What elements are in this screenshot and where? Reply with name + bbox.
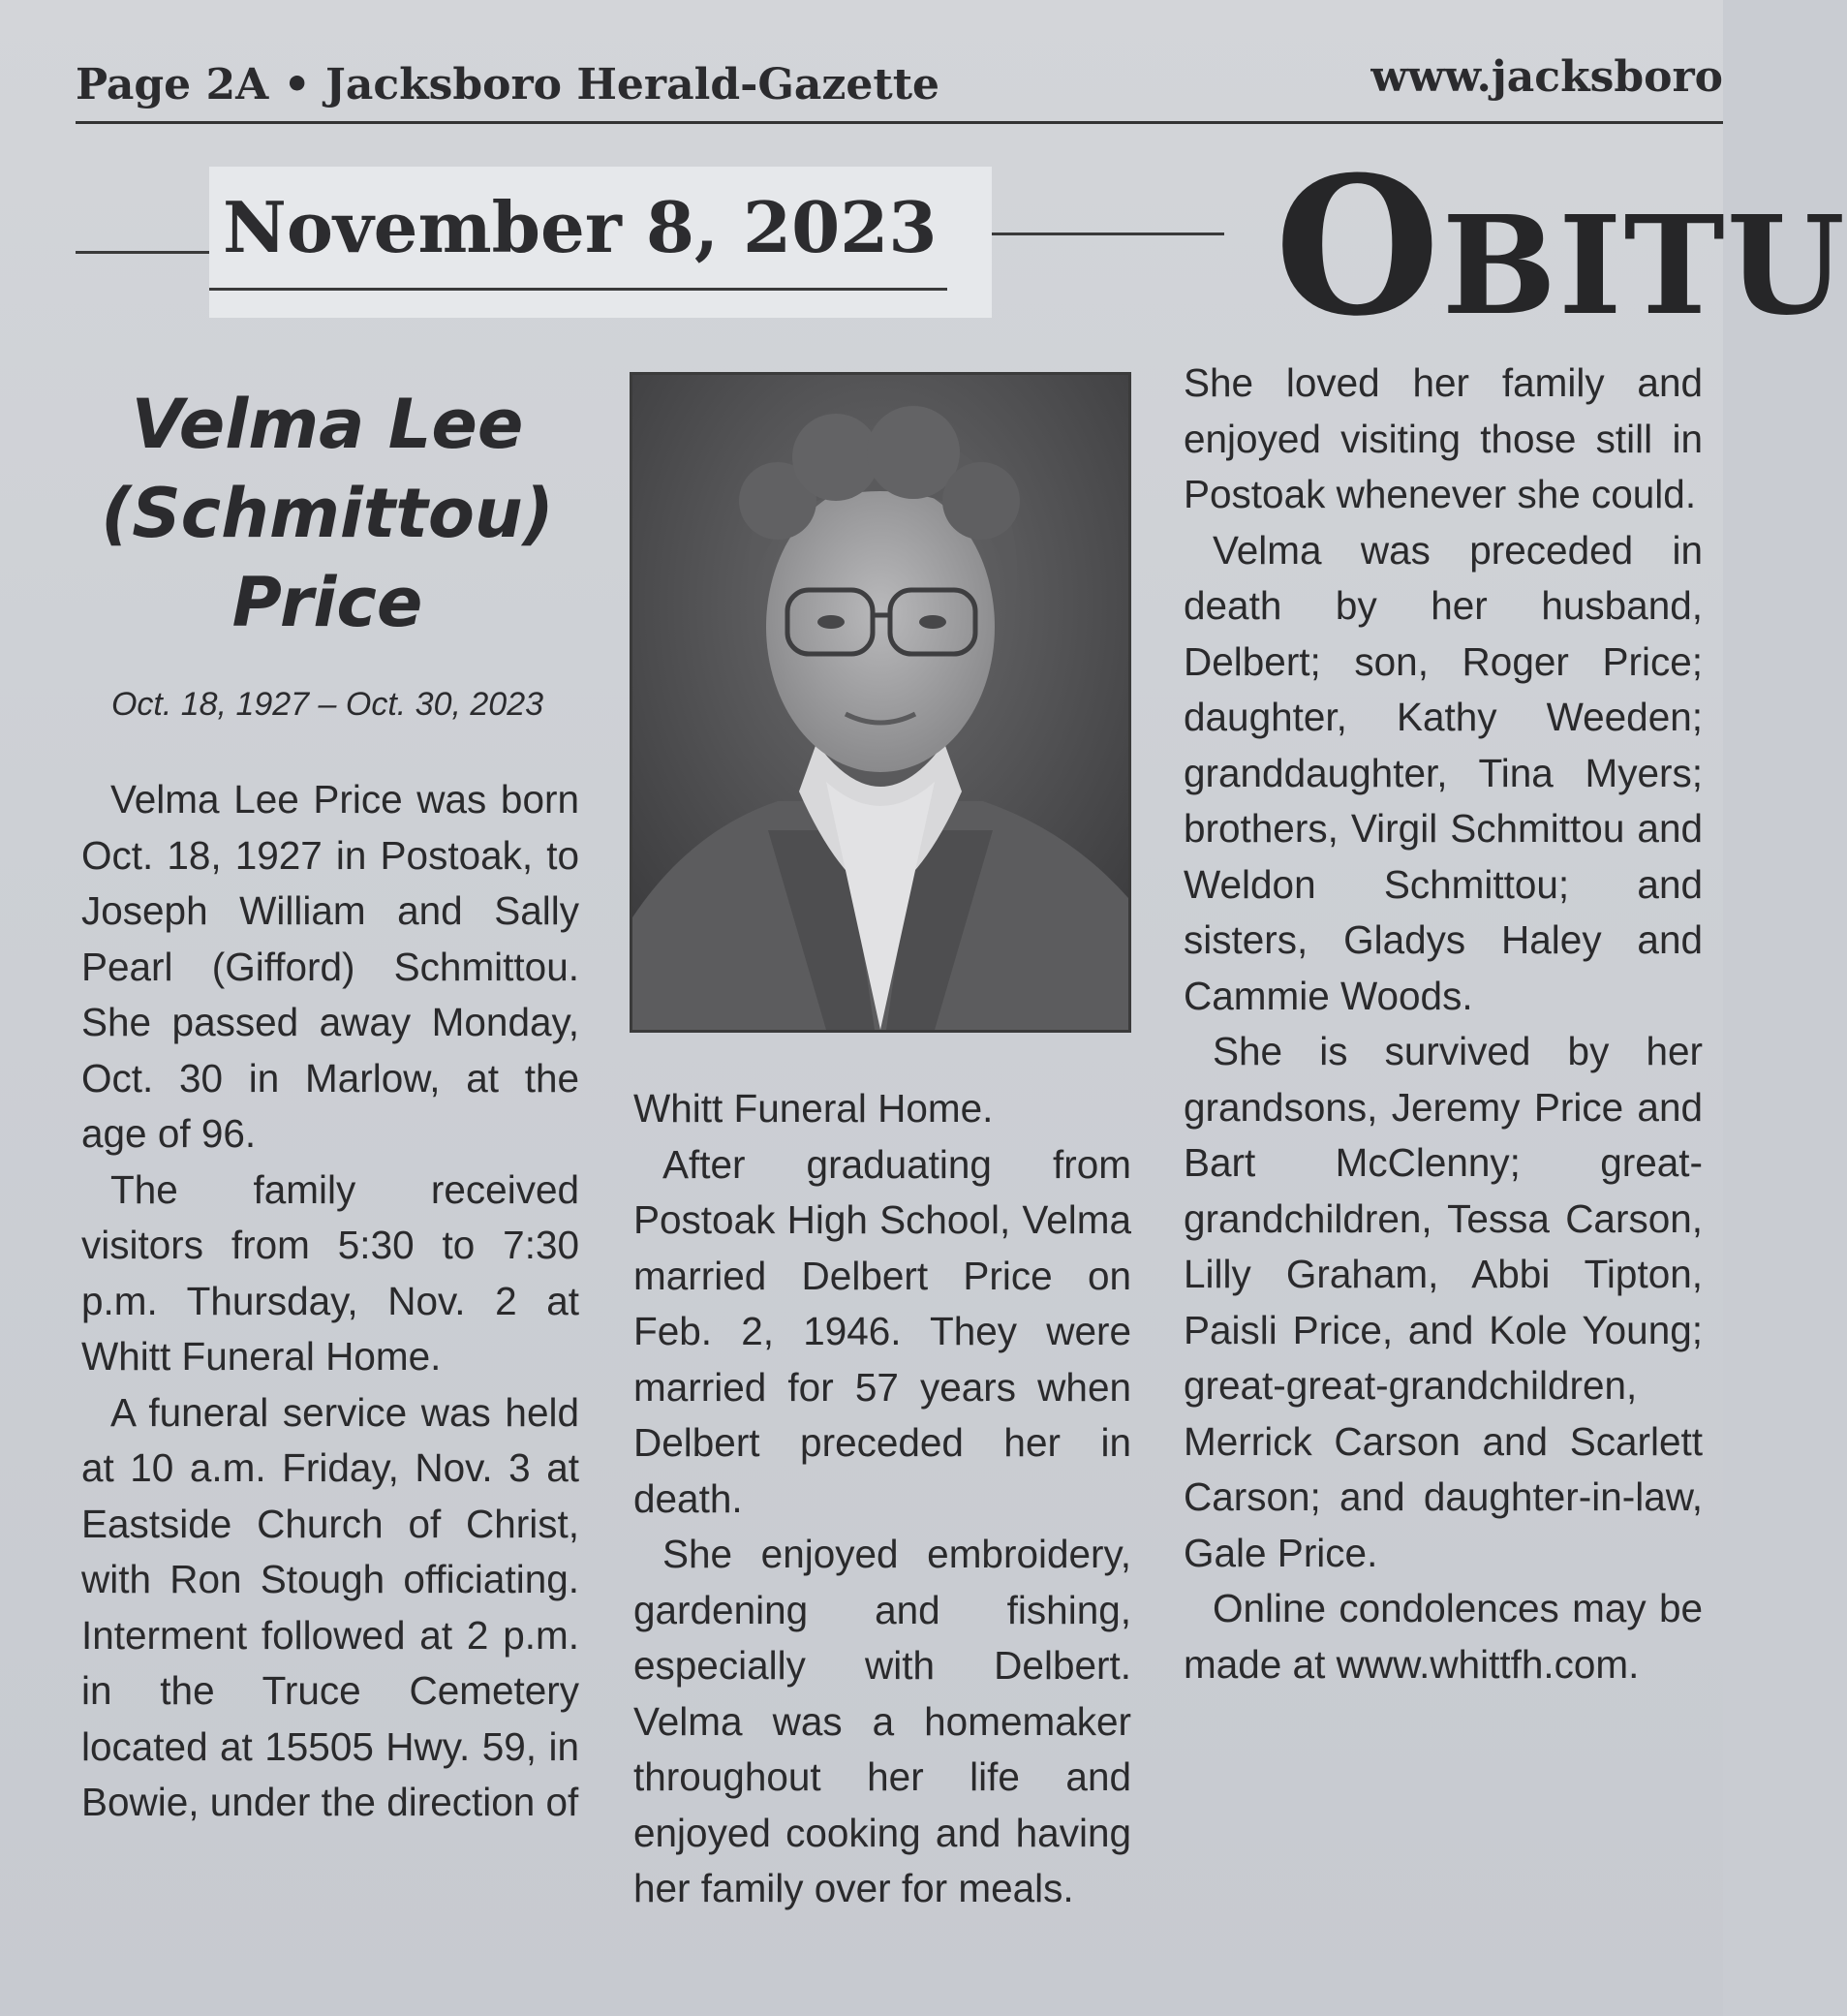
- paragraph: She enjoyed embroidery, gardening and fishing, especially with Delbert. Velma was a homemaker throughout her life and enjoyed cooking and having her family over for meals.: [633, 1532, 1131, 1910]
- masthead-page-label: Page 2A • Jacksboro Herald-Gazette: [76, 60, 940, 109]
- masthead: [76, 52, 1723, 124]
- name-line: Velma Lee: [131, 385, 524, 464]
- rule-mid: [992, 233, 1224, 235]
- name-line: (Schmittou): [101, 474, 554, 553]
- date-underline: [209, 288, 947, 291]
- masthead-website: www.jacksboro: [1370, 52, 1723, 102]
- name-line: Price: [231, 563, 423, 642]
- paragraph: A funeral service was held at 10 a.m. Friday, Nov. 3 at Eastside Church of Christ, with Ron Stough officiating. Interment followed at 2 p.m. in the Truce Cemetery located at 15505 Hwy. 59, in Bowie, under the direction of: [81, 1389, 579, 1824]
- text-column-2: [633, 1081, 1131, 1917]
- paragraph: After graduating from Postoak High School, Velma married Delbert Price on Feb. 2, 1946. They were married for 57 years when Delbert preceded her in death.: [633, 1141, 1131, 1521]
- paragraph: The family received visitors from 5:30 to 7:30 p.m. Thursday, Nov. 2 at Whitt Funeral Home.: [81, 1166, 579, 1379]
- paragraph: Velma was preceded in death by her husband, Delbert; son, Roger Price; daughter, Kathy Weeden; granddaughter, Tina Myers; brothers, Virgil Schmittou and Weldon Schmittou; and sisters, Gladys Haley and Cammie Woods.: [1184, 527, 1703, 1018]
- issue-date: November 8, 2023: [223, 186, 938, 268]
- section-title-initial: O: [1275, 136, 1442, 358]
- life-dates: Oct. 18, 1927 – Oct. 30, 2023: [110, 686, 544, 723]
- obituary-name: [76, 380, 579, 647]
- text-column-1: [81, 772, 579, 1831]
- section-title-rest: BITU: [1441, 187, 1847, 346]
- section-title: [1275, 136, 1847, 358]
- paragraph: She is survived by her grandsons, Jeremy Price and Bart McClenny; great-grandchildren, Tessa Carson, Lilly Graham, Abbi Tipton, Paisli Price, and Kole Young; great-great-grandchildren, Merrick Carson and Scarlett Carson; and daughter-in-law, Gale Price.: [1184, 1029, 1703, 1575]
- paragraph: Velma Lee Price was born Oct. 18, 1927 in Postoak, to Joseph William and Sally Pearl (Gifford) Schmittou. She passed away Monday, Oct. 30 in Marlow, at the age of 96.: [81, 777, 579, 1156]
- portrait-illustration: [632, 375, 1128, 1030]
- text-column-3: [1184, 356, 1703, 1692]
- paragraph: Online condolences may be made at www.whittfh.com.: [1184, 1586, 1703, 1687]
- paragraph: She loved her family and enjoyed visiting those still in Postoak whenever she could.: [1184, 360, 1703, 516]
- portrait-photo: [630, 372, 1131, 1033]
- paragraph: Whitt Funeral Home.: [633, 1086, 994, 1131]
- rule-left: [76, 251, 209, 254]
